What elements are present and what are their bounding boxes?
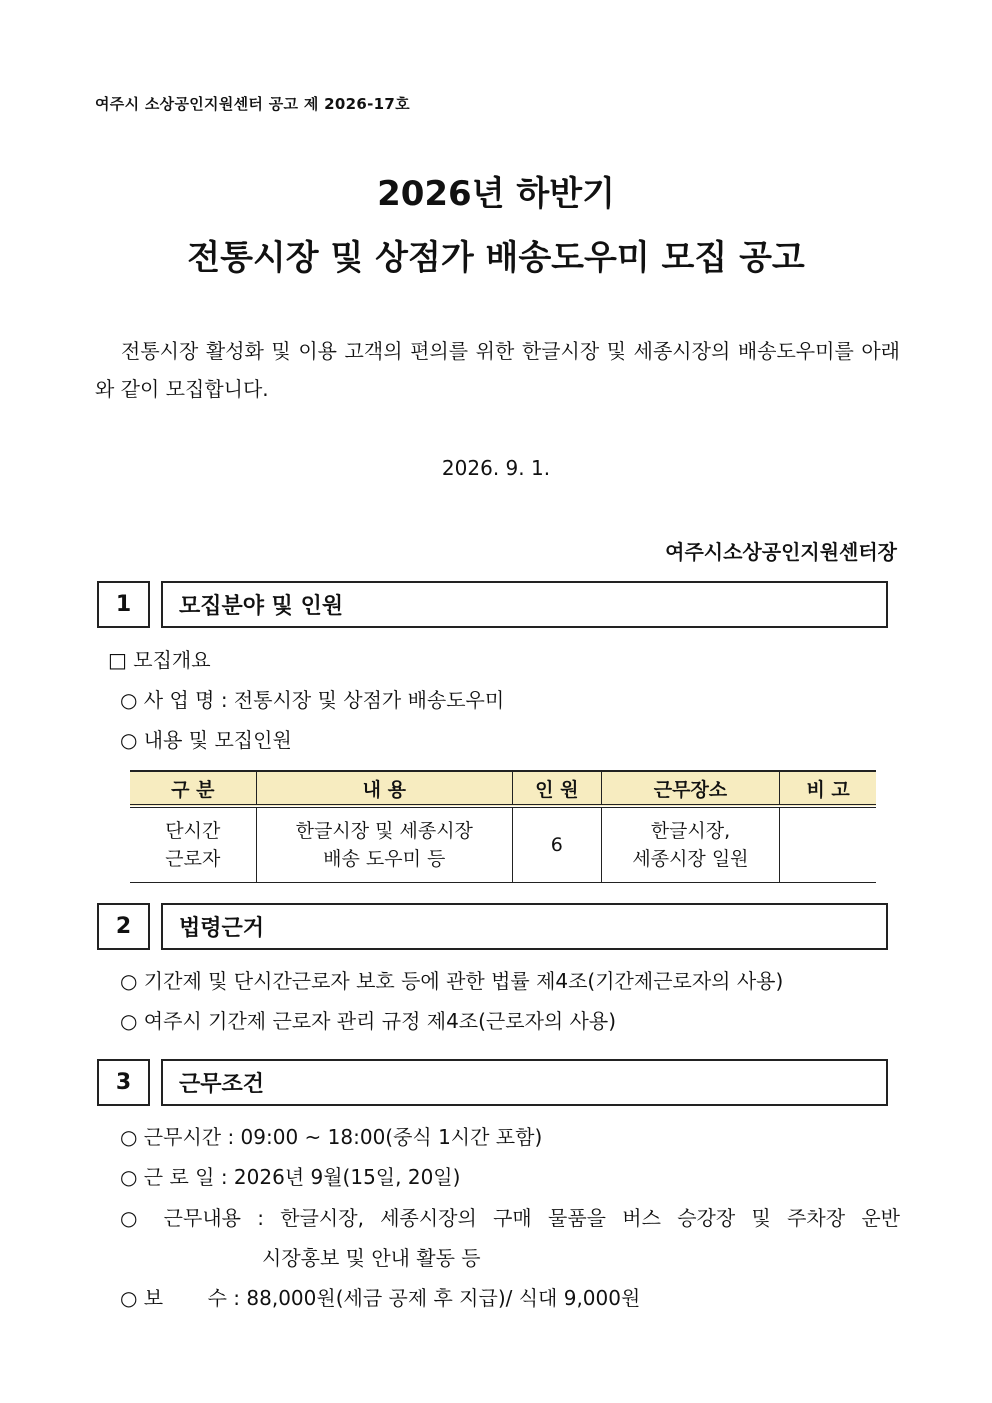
section-1-title: 모집분야 및 인원: [161, 581, 888, 628]
recruit-table: [130, 770, 876, 883]
law-line-1: ○ 기간제 및 단시간근로자 보호 등에 관한 법률 제4조(기간제근로자의 사용): [120, 969, 784, 993]
header-count: 인 원: [512, 771, 601, 806]
header-place: 근무장소: [601, 771, 780, 806]
content-label-line: ○ 내용 및 모집인원: [120, 728, 292, 752]
notice-number: 여주시 소상공인지원센터 공고 제 2026-17호: [95, 95, 410, 113]
section-3-title: 근무조건: [161, 1059, 888, 1106]
cell-place-line2: 세종시장 일원: [632, 848, 749, 870]
organization-name: 여주시소상공인지원센터장: [665, 540, 897, 564]
header-remarks: 비 고: [780, 771, 876, 806]
section-1-number: 1: [97, 581, 150, 628]
pay-line: ○ 보 수 : 88,000원(세금 공제 후 지급)/ 식대 9,000원: [120, 1286, 641, 1310]
intro-paragraph: 전통시장 활성화 및 이용 고객의 편의를 위한 한글시장 및 세종시장의 배송도우미를 아래와 같이 모집합니다.: [95, 339, 900, 401]
table-header-row: [130, 771, 876, 806]
cell-place-line1: 한글시장,: [650, 820, 731, 842]
overview-heading: □ 모집개요: [108, 648, 211, 672]
duties-line-1: ○ 근무내용 : 한글시장, 세종시장의 구매 물품을 버스 승강장 및 주차장 운반: [120, 1206, 900, 1230]
cell-content: [256, 806, 512, 883]
duties-line-2: 시장홍보 및 안내 활동 등: [262, 1246, 481, 1270]
cell-category-line1: 단시간: [165, 820, 221, 842]
page-title-line1: 2026년 하반기: [377, 174, 615, 214]
section-2-title: 법령근거: [161, 903, 888, 950]
table-row: [130, 806, 876, 883]
cell-count: 6: [512, 806, 601, 883]
section-2-number: 2: [97, 903, 150, 950]
workdays-line: ○ 근 로 일 : 2026년 9월(15일, 20일): [120, 1165, 461, 1189]
cell-content-line2: 배송 도우미 등: [323, 848, 446, 870]
project-name-line: ○ 사 업 명 : 전통시장 및 상점가 배송도우미: [120, 688, 505, 712]
section-3-number: 3: [97, 1059, 150, 1106]
notice-date: 2026. 9. 1.: [441, 456, 551, 480]
cell-category: [130, 806, 256, 883]
page-title-line2: 전통시장 및 상점가 배송도우미 모집 공고: [187, 238, 805, 278]
cell-place: [601, 806, 780, 883]
cell-remarks: [780, 806, 876, 883]
law-line-2: ○ 여주시 기간제 근로자 관리 규정 제4조(근로자의 사용): [120, 1009, 617, 1033]
header-category: 구 분: [130, 771, 256, 806]
cell-content-line1: 한글시장 및 세종시장: [295, 820, 473, 842]
header-content: 내 용: [256, 771, 512, 806]
cell-category-line2: 근로자: [165, 848, 221, 870]
work-hours-line: ○ 근무시간 : 09:00 ~ 18:00(중식 1시간 포함): [120, 1125, 543, 1149]
